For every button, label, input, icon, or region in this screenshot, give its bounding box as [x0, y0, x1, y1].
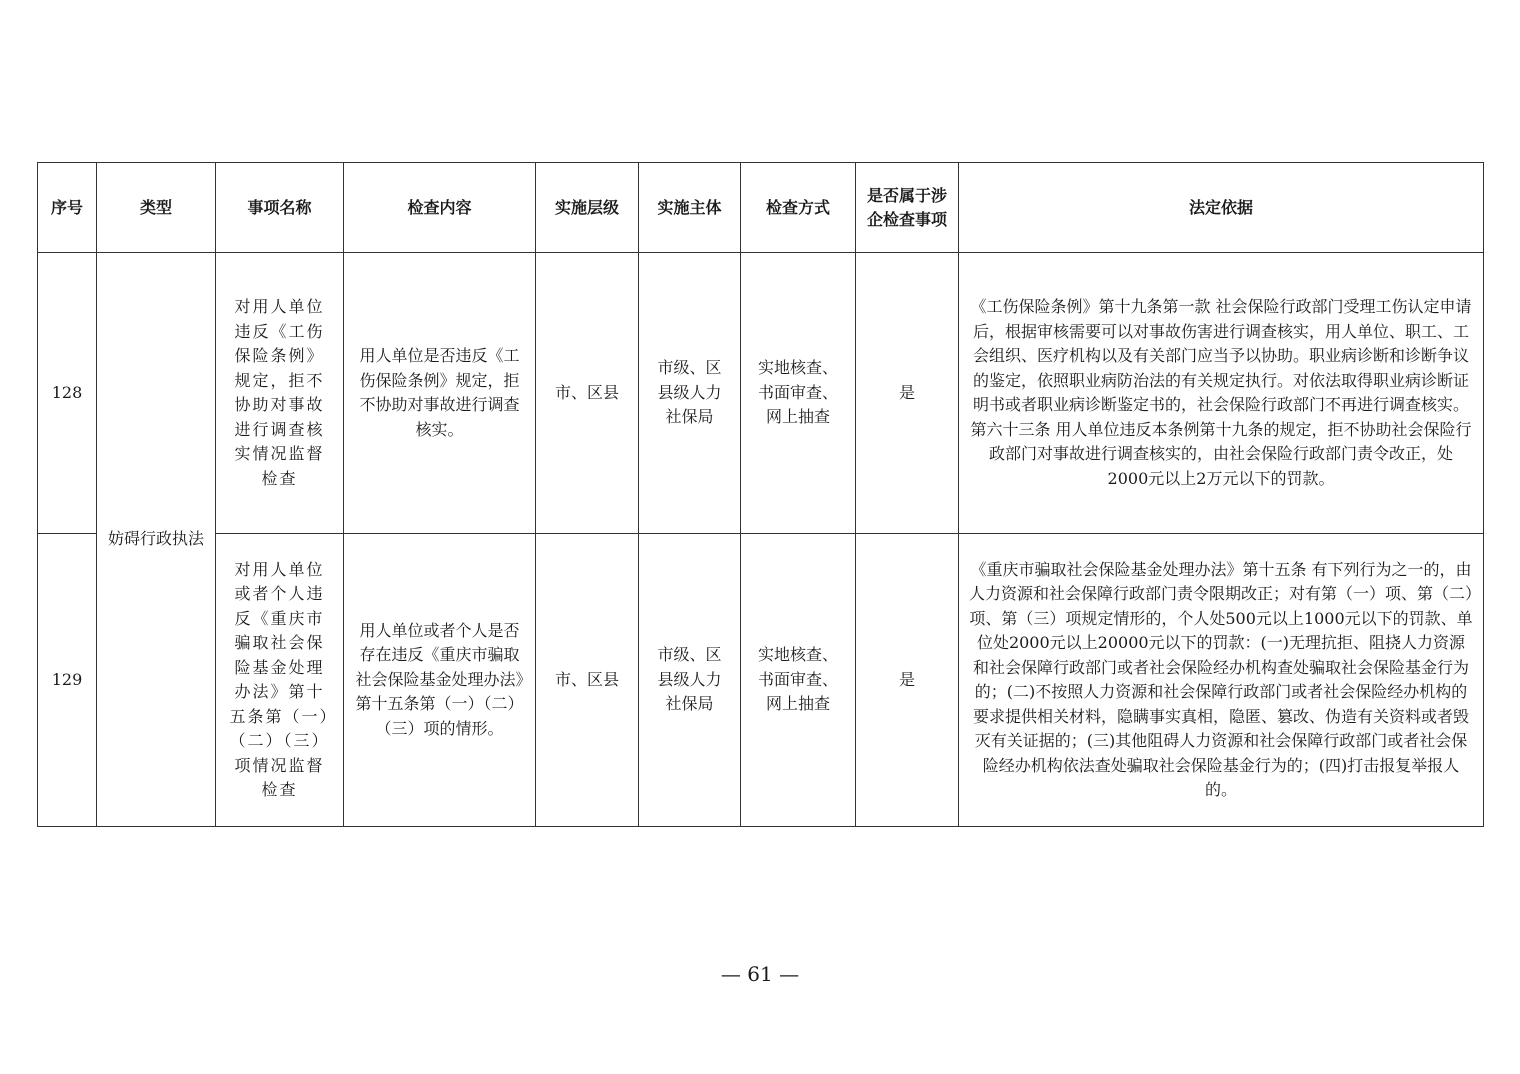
row-level: 市、区县 [536, 253, 639, 534]
page-number: — 61 — [720, 962, 800, 986]
inspection-items-table [37, 162, 1484, 827]
row-item-name: 对用人单位违反《工伤保险条例》规定，拒不协助对事故进行调查核实情况监督检查 [216, 253, 344, 534]
header-enterprise: 是否属于涉企检查事项 [856, 163, 959, 253]
row-enterprise: 是 [856, 253, 959, 534]
row-subject: 市级、区县级人力社保局 [639, 253, 741, 534]
header-subject: 实施主体 [639, 163, 741, 253]
row-basis [959, 534, 1484, 827]
basis-paragraph: 《重庆市骗取社会保险基金处理办法》第十五条 有下列行为之一的，由人力资源和社会保障行政部门责令限期改正；对有第（一）项、第（二）项、第（三）项规定情形的，个人处500元以上1000元以下的罚款、单位处2000元以上20000元以下的罚款：(一)无理抗拒、阻挠人力资源和社会保障行政部门或者社会保险经办机构查处骗取社会保险基金行为的；(二)不按照人力资源和社会保障行政部门或者社会保险经办机构的要求提供相关材料，隐瞒事实真相，隐匿、篡改、伪造有关资料或者毁灭有关证据的；(三)其他阻碍人力资源和社会保障行政部门或者社会保险经办机构依法查处骗取社会保险基金行为的；(四)打击报复举报人的。 [969, 559, 1474, 799]
table-row [38, 253, 1484, 534]
header-item-name: 事项名称 [216, 163, 344, 253]
row-method: 实地核查、书面审查、网上抽查 [741, 534, 856, 827]
table-header-row [38, 163, 1484, 253]
header-seq: 序号 [38, 163, 97, 253]
basis-paragraph: 《工伤保险条例》第十九条第一款 社会保险行政部门受理工伤认定申请后，根据审核需要可以对事故伤害进行调查核实，用人单位、职工、工会组织、医疗机构以及有关部门应当予以协助。职业病诊断和诊断争议的鉴定，依照职业病防治法的有关规定执行。对依法取得职业病诊断证明书或者职业病诊断鉴定书的，社会保险行政部门不再进行调查核实。 [970, 297, 1472, 414]
header-type: 类型 [97, 163, 216, 253]
row-content: 用人单位或者个人是否存在违反《重庆市骗取社会保险基金处理办法》第十五条第（一）（二）（三）项的情形。 [344, 534, 536, 827]
row-seq: 128 [38, 253, 97, 534]
row-type: 妨碍行政执法 [97, 253, 216, 827]
header-method: 检查方式 [741, 163, 856, 253]
header-basis: 法定依据 [959, 163, 1484, 253]
row-level: 市、区县 [536, 534, 639, 827]
header-content: 检查内容 [344, 163, 536, 253]
row-item-name: 对用人单位或者个人违反《重庆市骗取社会保险基金处理办法》第十五条第（一）（二）（三）项情况监督检查 [216, 534, 344, 827]
row-enterprise: 是 [856, 534, 959, 827]
header-level: 实施层级 [536, 163, 639, 253]
table-row [38, 534, 1484, 827]
row-basis [959, 253, 1484, 534]
row-seq: 129 [38, 534, 97, 827]
basis-paragraph: 第六十三条 用人单位违反本条例第十九条的规定，拒不协助社会保险行政部门对事故进行调查核实的，由社会保险行政部门责令改正，处2000元以上2万元以下的罚款。 [970, 419, 1472, 488]
row-subject: 市级、区县级人力社保局 [639, 534, 741, 827]
row-method: 实地核查、书面审查、网上抽查 [741, 253, 856, 534]
row-content: 用人单位是否违反《工伤保险条例》规定，拒不协助对事故进行调查核实。 [344, 253, 536, 534]
